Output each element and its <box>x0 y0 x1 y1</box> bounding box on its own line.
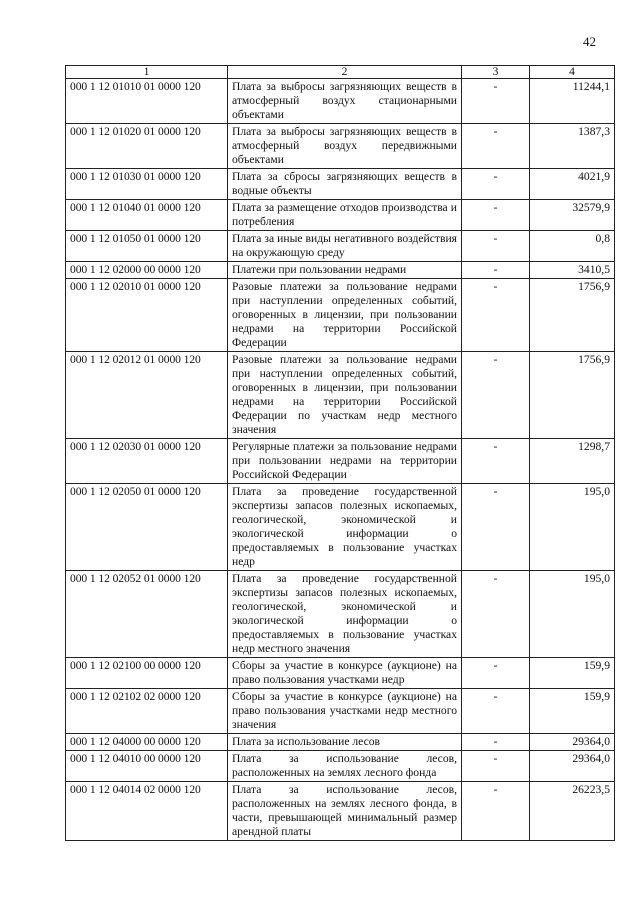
row-code-cell: 000 1 12 02052 01 0000 120 <box>66 571 228 658</box>
table-body <box>66 66 615 841</box>
row-name-cell: Плата за выбросы загрязняющих веществ в атмосферный воздух стационарными объектами <box>228 79 462 124</box>
row-col3-cell: - <box>462 262 530 279</box>
table-row <box>66 231 615 262</box>
row-amount-cell: 195,0 <box>530 571 615 658</box>
row-name-cell: Плата за иные виды негативного воздействия на окружающую среду <box>228 231 462 262</box>
row-col3-cell: - <box>462 571 530 658</box>
row-col3-cell: - <box>462 484 530 571</box>
row-name-cell: Сборы за участие в конкурсе (аукционе) на право пользования участками недр <box>228 658 462 689</box>
row-name-cell: Плата за использование лесов, расположенных на землях лесного фонда, в части, превышающей минимальный размер арендной платы <box>228 782 462 841</box>
row-name-cell: Регулярные платежи за пользование недрами при пользовании недрами на территории Российской Федерации <box>228 439 462 484</box>
row-col3-cell: - <box>462 352 530 439</box>
row-col3-cell: - <box>462 439 530 484</box>
table-row <box>66 279 615 352</box>
budget-revenue-table <box>65 65 615 841</box>
row-amount-cell: 3410,5 <box>530 262 615 279</box>
row-code-cell: 000 1 12 04010 00 0000 120 <box>66 751 228 782</box>
row-amount-cell: 11244,1 <box>530 79 615 124</box>
row-name-cell: Разовые платежи за пользование недрами при наступлении определенных событий, оговоренных в лицензии, при пользовании недрами на территории Российской Федерации по участкам недр местного значения <box>228 352 462 439</box>
table-row <box>66 79 615 124</box>
row-col3-cell: - <box>462 279 530 352</box>
table-row <box>66 658 615 689</box>
row-amount-cell: 1756,9 <box>530 352 615 439</box>
table-row <box>66 689 615 734</box>
table-row <box>66 200 615 231</box>
row-name-cell: Плата за использование лесов <box>228 734 462 751</box>
row-name-cell: Сборы за участие в конкурсе (аукционе) на право пользования участками недр местного значения <box>228 689 462 734</box>
table-row <box>66 484 615 571</box>
table-row <box>66 734 615 751</box>
table-row <box>66 262 615 279</box>
table-row <box>66 352 615 439</box>
row-amount-cell: 1387,3 <box>530 124 615 169</box>
page-number: 42 <box>583 34 596 49</box>
row-code-cell: 000 1 12 02102 02 0000 120 <box>66 689 228 734</box>
row-amount-cell: 1298,7 <box>530 439 615 484</box>
row-code-cell: 000 1 12 02010 01 0000 120 <box>66 279 228 352</box>
row-name-cell: Разовые платежи за пользование недрами при наступлении определенных событий, оговоренных в лицензии, при пользовании недрами на территории Российской Федерации <box>228 279 462 352</box>
row-name-cell: Плата за сбросы загрязняющих веществ в водные объекты <box>228 169 462 200</box>
row-name-cell: Плата за выбросы загрязняющих веществ в атмосферный воздух передвижными объектами <box>228 124 462 169</box>
column-header-4: 4 <box>530 66 615 79</box>
row-col3-cell: - <box>462 231 530 262</box>
row-col3-cell: - <box>462 200 530 231</box>
row-name-cell: Плата за проведение государственной экспертизы запасов полезных ископаемых, геологической, экономической и экологической информации о предоставляемых в пользование участках недр местного значения <box>228 571 462 658</box>
column-header-3: 3 <box>462 66 530 79</box>
column-header-1: 1 <box>66 66 228 79</box>
row-code-cell: 000 1 12 02030 01 0000 120 <box>66 439 228 484</box>
row-code-cell: 000 1 12 02050 01 0000 120 <box>66 484 228 571</box>
table-row <box>66 169 615 200</box>
row-name-cell: Плата за размещение отходов производства и потребления <box>228 200 462 231</box>
row-code-cell: 000 1 12 01040 01 0000 120 <box>66 200 228 231</box>
row-col3-cell: - <box>462 782 530 841</box>
row-col3-cell: - <box>462 79 530 124</box>
table-header-row <box>66 66 615 79</box>
row-code-cell: 000 1 12 01030 01 0000 120 <box>66 169 228 200</box>
row-amount-cell: 26223,5 <box>530 782 615 841</box>
row-code-cell: 000 1 12 01010 01 0000 120 <box>66 79 228 124</box>
table-row <box>66 782 615 841</box>
column-header-2: 2 <box>228 66 462 79</box>
row-code-cell: 000 1 12 01020 01 0000 120 <box>66 124 228 169</box>
row-name-cell: Плата за проведение государственной экспертизы запасов полезных ископаемых, геологической, экономической и экологической информации о предоставляемых в пользование участках недр <box>228 484 462 571</box>
row-col3-cell: - <box>462 734 530 751</box>
row-amount-cell: 29364,0 <box>530 734 615 751</box>
table-row <box>66 751 615 782</box>
table-row <box>66 439 615 484</box>
row-col3-cell: - <box>462 751 530 782</box>
row-amount-cell: 159,9 <box>530 689 615 734</box>
row-code-cell: 000 1 12 04014 02 0000 120 <box>66 782 228 841</box>
row-code-cell: 000 1 12 02100 00 0000 120 <box>66 658 228 689</box>
row-code-cell: 000 1 12 02000 00 0000 120 <box>66 262 228 279</box>
row-col3-cell: - <box>462 124 530 169</box>
row-col3-cell: - <box>462 169 530 200</box>
row-amount-cell: 29364,0 <box>530 751 615 782</box>
row-amount-cell: 0,8 <box>530 231 615 262</box>
row-amount-cell: 32579,9 <box>530 200 615 231</box>
row-amount-cell: 195,0 <box>530 484 615 571</box>
table-row <box>66 571 615 658</box>
row-amount-cell: 1756,9 <box>530 279 615 352</box>
row-amount-cell: 4021,9 <box>530 169 615 200</box>
table-row <box>66 124 615 169</box>
row-amount-cell: 159,9 <box>530 658 615 689</box>
row-name-cell: Плата за использование лесов, расположенных на землях лесного фонда <box>228 751 462 782</box>
row-code-cell: 000 1 12 01050 01 0000 120 <box>66 231 228 262</box>
row-col3-cell: - <box>462 689 530 734</box>
row-code-cell: 000 1 12 02012 01 0000 120 <box>66 352 228 439</box>
row-code-cell: 000 1 12 04000 00 0000 120 <box>66 734 228 751</box>
row-name-cell: Платежи при пользовании недрами <box>228 262 462 279</box>
row-col3-cell: - <box>462 658 530 689</box>
